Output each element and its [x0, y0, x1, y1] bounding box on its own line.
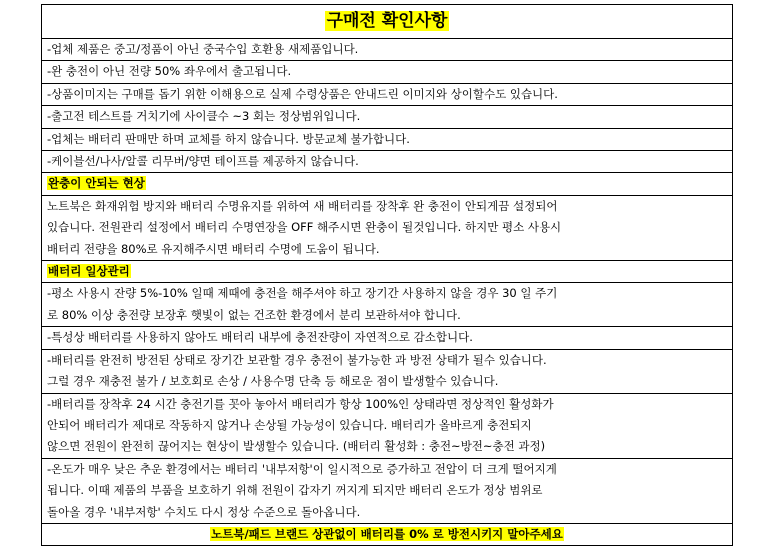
notice-row [42, 61, 733, 83]
paragraph-line: 됩니다. 이때 제품의 부품을 보호하기 위해 전원이 갑자기 꺼지게 되지만 배터리 온도가 정상 범위로 [42, 480, 733, 501]
page-title: 구매전 확인사항 [326, 11, 448, 31]
section-heading-row [42, 173, 733, 195]
paragraph-row [42, 480, 733, 501]
section-heading-row [42, 261, 733, 283]
paragraph-row [42, 502, 733, 524]
paragraph-row [42, 458, 733, 480]
paragraph-line: -특성상 배터리를 사용하지 않아도 배터리 내부에 충전잔량이 자연적으로 감소합니다. [42, 327, 733, 349]
paragraph-line: -평소 사용시 잔량 5%-10% 일때 제때에 충전을 해주셔야 하고 장기간 사용하지 않을 경우 30 일 주기 [42, 283, 733, 305]
paragraph-row [42, 349, 733, 371]
paragraph-line: 돌아올 경우 '내부저항' 수치도 다시 정상 수준으로 돌아옵니다. [42, 502, 733, 524]
section-heading-daily-care: 배터리 일상관리 [48, 264, 130, 279]
notice-line: -완 충전이 아닌 전량 50% 좌우에서 출고됩니다. [42, 61, 733, 83]
notice-row [42, 128, 733, 150]
paragraph-line: 노트북은 화재위험 방지와 배터리 수명유지를 위하여 새 배터리를 장착후 완 충전이 안되게끔 설정되어 [42, 195, 733, 217]
notice-line: -업체는 배터리 판매만 하며 교체를 하지 않습니다. 방문교체 불가합니다. [42, 128, 733, 150]
notice-line: -상품이미지는 구매를 돕기 위한 이해용으로 실제 수령상품은 안내드린 이미지와 상이할수도 있습니다. [42, 83, 733, 105]
paragraph-row [42, 305, 733, 327]
paragraph-row [42, 327, 733, 349]
paragraph-row [42, 371, 733, 393]
paragraph-line: -온도가 매우 낮은 추운 환경에서는 배터리 '내부저항'이 일시적으로 증가하고 전압이 더 크게 떨어지게 [42, 458, 733, 480]
notice-row [42, 106, 733, 128]
paragraph-row [42, 283, 733, 305]
notice-row [42, 151, 733, 173]
notice-row [42, 39, 733, 61]
notice-table [41, 4, 733, 546]
notice-sheet [41, 4, 733, 541]
title-row [42, 5, 733, 39]
paragraph-line: 있습니다. 전원관리 설정에서 배터리 수명연장을 OFF 해주시면 완충이 될것입니다. 하지만 평소 사용시 [42, 217, 733, 238]
paragraph-row [42, 239, 733, 261]
paragraph-row [42, 393, 733, 415]
paragraph-line: 않으면 전원이 완전히 끊어지는 현상이 발생할수 있습니다. (배터리 활성화 : 충전~방전~충전 과정) [42, 436, 733, 458]
paragraph-line: 그럴 경우 재충전 불가 / 보호회로 손상 / 사용수명 단축 등 해로운 점이 발생할수 있습니다. [42, 371, 733, 393]
paragraph-row [42, 415, 733, 436]
paragraph-line: 안되어 배터리가 제대로 작동하지 않거나 손상될 가능성이 있습니다. 배터리가 올바르게 충전되지 [42, 415, 733, 436]
notice-line: -케이블선/나사/알콜 리무버/양면 테이프를 제공하지 않습니다. [42, 151, 733, 173]
paragraph-row [42, 436, 733, 458]
paragraph-line: -배터리를 완전히 방전된 상태로 장기간 보관할 경우 충전이 불가능한 과 방전 상태가 될수 있습니다. [42, 349, 733, 371]
paragraph-line: -배터리를 장착후 24 시간 충전기를 꼿아 놓아서 배터리가 항상 100%인 상태라면 정상적인 활성화가 [42, 393, 733, 415]
notice-row [42, 83, 733, 105]
footer-warning: 노트북/패드 브랜드 상관없이 배터리를 0% 로 방전시키지 말아주세요 [211, 526, 563, 541]
paragraph-row [42, 195, 733, 217]
paragraph-row [42, 217, 733, 238]
paragraph-line: 배터리 전량을 80%로 유지해주시면 배터리 수명에 도움이 됩니다. [42, 239, 733, 261]
notice-line: -출고전 테스트를 거치기에 사이클수 ~3 회는 정상범위입니다. [42, 106, 733, 128]
notice-line: -업체 제품은 중고/정품이 아닌 중국수입 호환용 새제품입니다. [42, 39, 733, 61]
footer-row [42, 523, 733, 545]
paragraph-line: 로 80% 이상 충전량 보장후 햇빛이 없는 건조한 환경에서 분리 보관하셔야 합니다. [42, 305, 733, 327]
section-heading-full-charge: 완충이 안되는 현상 [48, 176, 145, 191]
